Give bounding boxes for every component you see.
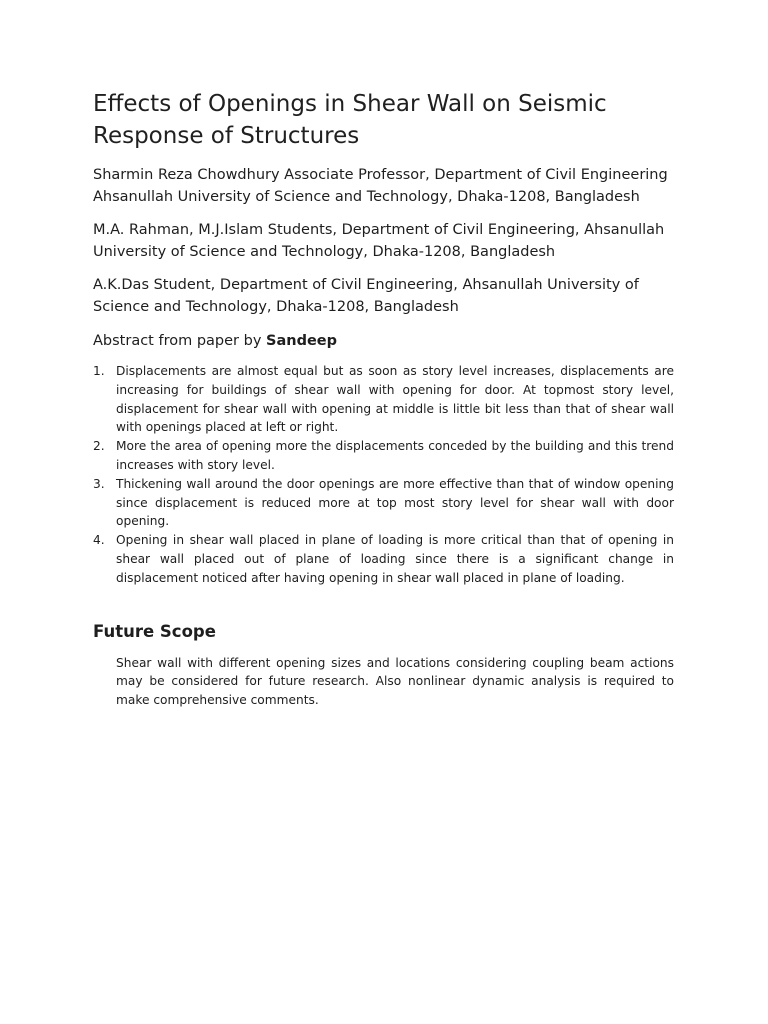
abstract-attribution-name: Sandeep bbox=[266, 333, 337, 349]
finding-number: 4. bbox=[93, 533, 105, 548]
finding-number: 2. bbox=[93, 439, 105, 454]
finding-number: 3. bbox=[93, 476, 105, 491]
author-block-das: A.K.Das Student, Department of Civil Engineering, Ahsanullah University of Science and Technology, Dhaka-1208, Bangladesh bbox=[93, 277, 639, 315]
finding-text: More the area of opening more the displacements conceded by the building and this trend increases with story level. bbox=[116, 439, 674, 472]
author-block-rahman-islam: M.A. Rahman, M.J.Islam Students, Department of Civil Engineering, Ahsanullah University of Science and Technology, Dhaka-1208, Bangladesh bbox=[93, 222, 665, 260]
finding-text: Thickening wall around the door openings are more effective than that of window opening since displacement is reduced more at top most story level for shear wall with door opening. bbox=[116, 476, 674, 529]
abstract-attribution-prefix: Abstract from paper by bbox=[93, 333, 267, 349]
abstract-attribution bbox=[93, 330, 674, 352]
author-block-chowdhury: Sharmin Reza Chowdhury Associate Professor, Department of Civil Engineering Ahsanullah University of Science and Technology, Dhaka-1208, Bangladesh bbox=[93, 167, 668, 205]
finding-item bbox=[93, 362, 674, 437]
finding-text: Displacements are almost equal but as soon as story level increases, displacements are increasing for buildings of shear wall with opening for door. At topmost story level, displacement for shear wall with opening at middle is little bit less than that of shear wall with openings placed at left or right. bbox=[116, 364, 674, 435]
finding-text: Opening in shear wall placed in plane of loading is more critical than that of opening in shear wall placed out of plane of loading since there is a significant change in displacement noticed after having opening in shear wall placed in plane of loading. bbox=[116, 533, 674, 585]
finding-item bbox=[93, 475, 674, 531]
future-scope-heading: Future Scope bbox=[93, 621, 216, 641]
finding-number: 1. bbox=[93, 364, 105, 378]
finding-item bbox=[93, 437, 674, 475]
finding-item bbox=[93, 531, 674, 587]
findings-list bbox=[93, 362, 674, 588]
paper-title: Effects of Openings in Shear Wall on Seismic Response of Structures bbox=[93, 91, 607, 149]
future-scope-text: Shear wall with different opening sizes and locations considering coupling beam actions may be considered for future research. Also nonlinear dynamic analysis is required to make comprehensive comments. bbox=[116, 655, 674, 708]
